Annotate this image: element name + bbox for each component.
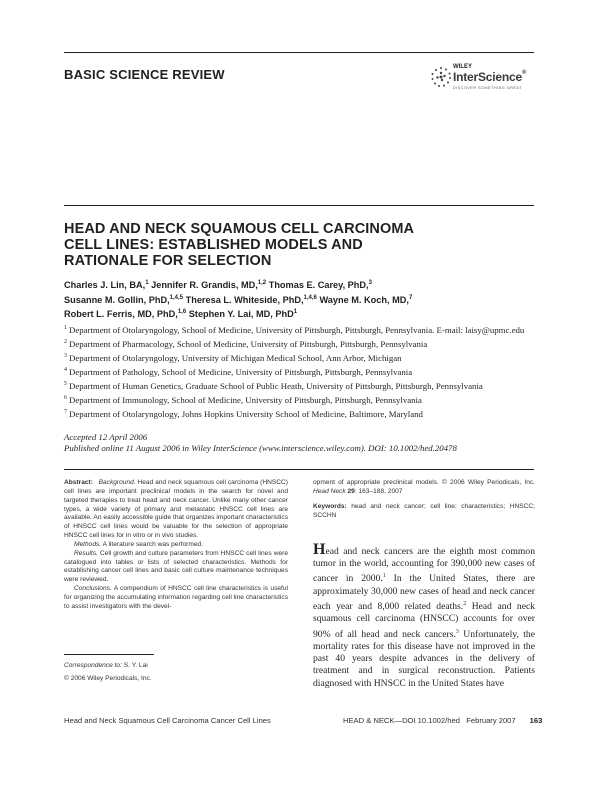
author: Theresa L. Whiteside, PhD,: [185, 294, 304, 305]
abstract: [64, 479, 288, 612]
logo-publisher: WILEY: [453, 64, 472, 70]
title-line: HEAD AND NECK SQUAMOUS CELL CARCINOMA: [64, 221, 415, 237]
published-online[interactable]: Published online 11 August 2006 in Wiley InterScience (www.interscience.wiley.com). DOI: 10.1002/hed.20478: [64, 443, 457, 453]
publication-info: [64, 432, 544, 454]
abstract-rule: [64, 469, 534, 470]
top-rule: [64, 52, 534, 53]
author: Charles J. Lin, BA,: [64, 280, 146, 291]
author: Robert L. Ferris, MD, PhD,: [64, 309, 178, 320]
title-line: RATIONALE FOR SELECTION: [64, 253, 272, 269]
section-label: BASIC SCIENCE REVIEW: [64, 67, 225, 82]
affiliation: $^3$ Department of Otolaryngology, University of Michigan Medical School, Ann Arbor, Michigan: [64, 352, 402, 363]
affiliation: $^1$ Department of Otolaryngology, School of Medicine, University of Pittsburgh, Pittsburgh, Pennsylvania. E-mail: laisy@upmc.edu: [64, 324, 525, 335]
logo-name: InterScience®: [453, 70, 527, 84]
correspondence-copyright: © 2006 Wiley Periodicals, Inc.: [64, 675, 152, 682]
accepted-date: Accepted 12 April 2006: [64, 432, 148, 442]
author-line: Charles J. Lin, BA,$^1$ Jennifer R. Grandis, MD,$^{1,2}$ Thomas E. Carey, PhD,$^3$: [64, 280, 372, 291]
affiliation: $^2$ Department of Pharmacology, School of Medicine, University of Pittsburgh, Pittsburgh, Pennsylvania: [64, 338, 428, 349]
wiley-interscience-logo[interactable]: [430, 62, 540, 96]
affiliation: $^5$ Department of Human Genetics, Graduate School of Public Heath, University of Pittsburgh, Pittsburgh, Pennsylvania: [64, 380, 483, 391]
author: Stephen Y. Lai, MD, PhD: [188, 309, 294, 320]
abstract-background: Abstract: Background. Head and neck squamous cell carcinoma (HNSCC) cell lines are important preclinical models in the search for novel and targeted therapies to treat head and neck cancer. Unlike many other cancer types, a wide variety of primary and metastatic HNSCC cell lines are available. An easily accessible guide that organizes important characteristics of HNSCC cell lines would be valuable for the selection of appropriate HNSCC cell lines for in vitro or in vivo studies.: [64, 479, 288, 540]
correspondence: [64, 659, 284, 685]
keywords: Keywords: head and neck cancer; cell line; characteristics; HNSCC; SCCHN: [313, 502, 535, 519]
page-number: 163: [529, 716, 543, 725]
title-rule: [64, 205, 534, 206]
author: Jennifer R. Grandis, MD,: [151, 280, 258, 291]
article-title: [64, 221, 444, 269]
affiliation: $^7$ Department of Otolaryngology, Johns Hopkins University School of Medicine, Baltimore, Maryland: [64, 408, 423, 419]
journal-footer: HEAD & NECK—DOI 10.1002/hed February 2007 163: [343, 716, 543, 725]
abstract-continued: [313, 479, 535, 520]
correspondence-line: Correspondence to: S. Y. Lai: [64, 662, 148, 669]
running-title: Head and Neck Squamous Cell Carcinoma Cancer Cell Lines: [64, 716, 271, 725]
affiliations: [64, 322, 544, 419]
drop-cap: H: [313, 541, 326, 558]
title-line: CELL LINES: ESTABLISHED MODELS AND: [64, 237, 363, 253]
correspondence-rule: [64, 654, 154, 655]
body-text: Head and neck cancers are the eighth most common tumor in the world, accounting for 390,000 new cases of cancer in 2000.$^1$ In the United States, there are approximately 30,000 new cases of head and neck cancer each year and 8,000 related deaths.$^2$ Head and neck squamous cell carcinoma (HNSCC) accounts for over 90% of all head and neck cancers.$^3$ Unfortunately, the mortality rates for this disease have not improved in the past 40 years despite advances in the delivery of treatment and in surgical reconstruction. Patients diagnosed with HNSCC in the United States have: [313, 541, 536, 689]
abstract-conclusions: Conclusions. A compendium of HNSCC cell line characteristics is useful for organizing the accumulating information regarding cell line characteristics to assist investigators with the devel-: [64, 585, 288, 610]
author-line: Robert L. Ferris, MD, PhD,$^{1,6}$ Stephen Y. Lai, MD, PhD$^1$: [64, 309, 298, 320]
abstract-citation: opment of appropriate preclinical models. © 2006 Wiley Periodicals, Inc. Head Neck 29: 163–188, 2007: [313, 479, 535, 495]
affiliation: $^4$ Department of Pathology, School of Medicine, University of Pittsburgh, Pittsburgh, Pennsylvania: [64, 366, 413, 377]
author: Susanne M. Gollin, PhD,: [64, 294, 170, 305]
author: Wayne M. Koch, MD,: [319, 294, 409, 305]
affiliation: $^6$ Department of Immunology, School of Medicine, University of Pittsburgh, Pittsburgh, Pennsylvania: [64, 394, 422, 405]
abstract-methods: Methods. A literature search was performed.: [74, 540, 204, 548]
logo-tagline: DISCOVER SOMETHING GREAT: [453, 86, 523, 90]
dotted-globe-icon: [430, 66, 452, 88]
author: Thomas E. Carey, PhD,: [268, 280, 369, 291]
author-line: Susanne M. Gollin, PhD,$^{1,4,5}$ Theresa L. Whiteside, PhD,$^{1,4,6}$ Wayne M. Koch, MD,$^7$: [64, 294, 413, 305]
author-list: [64, 277, 534, 321]
abstract-results: Results. Cell growth and culture parameters from HNSCC cell lines were catalogued into tables or lists of selected characteristics. Methods for establishing cancer cell lines and basic cell culture maintenance techniques were reviewed.: [64, 549, 288, 584]
